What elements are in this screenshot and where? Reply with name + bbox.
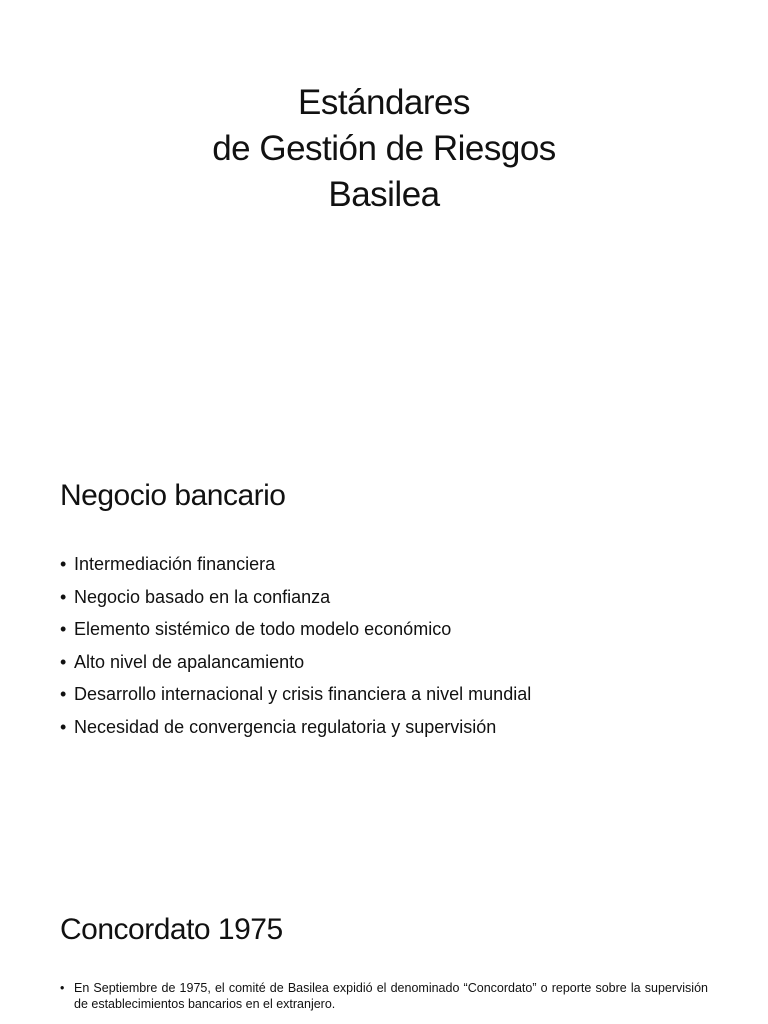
slide-heading: Concordato 1975 (60, 913, 283, 946)
list-item: • Necesidad de convergencia regulatoria y supervisión (60, 711, 531, 744)
slide-heading: Negocio bancario (60, 479, 286, 512)
slide-negocio-bancario (0, 430, 768, 860)
presentation-title (0, 80, 768, 218)
list-item: • Intermediación financiera (60, 548, 531, 581)
bullet-list (60, 548, 531, 743)
bullet-list (60, 980, 708, 1012)
list-item: • Alto nivel de apalancamiento (60, 646, 531, 679)
title-line: de Gestión de Riesgos (212, 129, 556, 168)
list-item: • Negocio basado en la confianza (60, 581, 531, 614)
title-line: Estándares (297, 83, 471, 122)
slide-concordato (0, 860, 768, 1024)
list-item: • Elemento sistémico de todo modelo económico (60, 613, 531, 646)
list-item: • Desarrollo internacional y crisis financiera a nivel mundial (60, 678, 531, 711)
title-line: Basilea (328, 175, 440, 214)
slide-title (0, 0, 768, 430)
list-item: • En Septiembre de 1975, el comité de Basilea expidió el denominado “Concordato” o reporte sobre la supervisión de establecimientos bancarios en el extranjero. (60, 980, 708, 1012)
